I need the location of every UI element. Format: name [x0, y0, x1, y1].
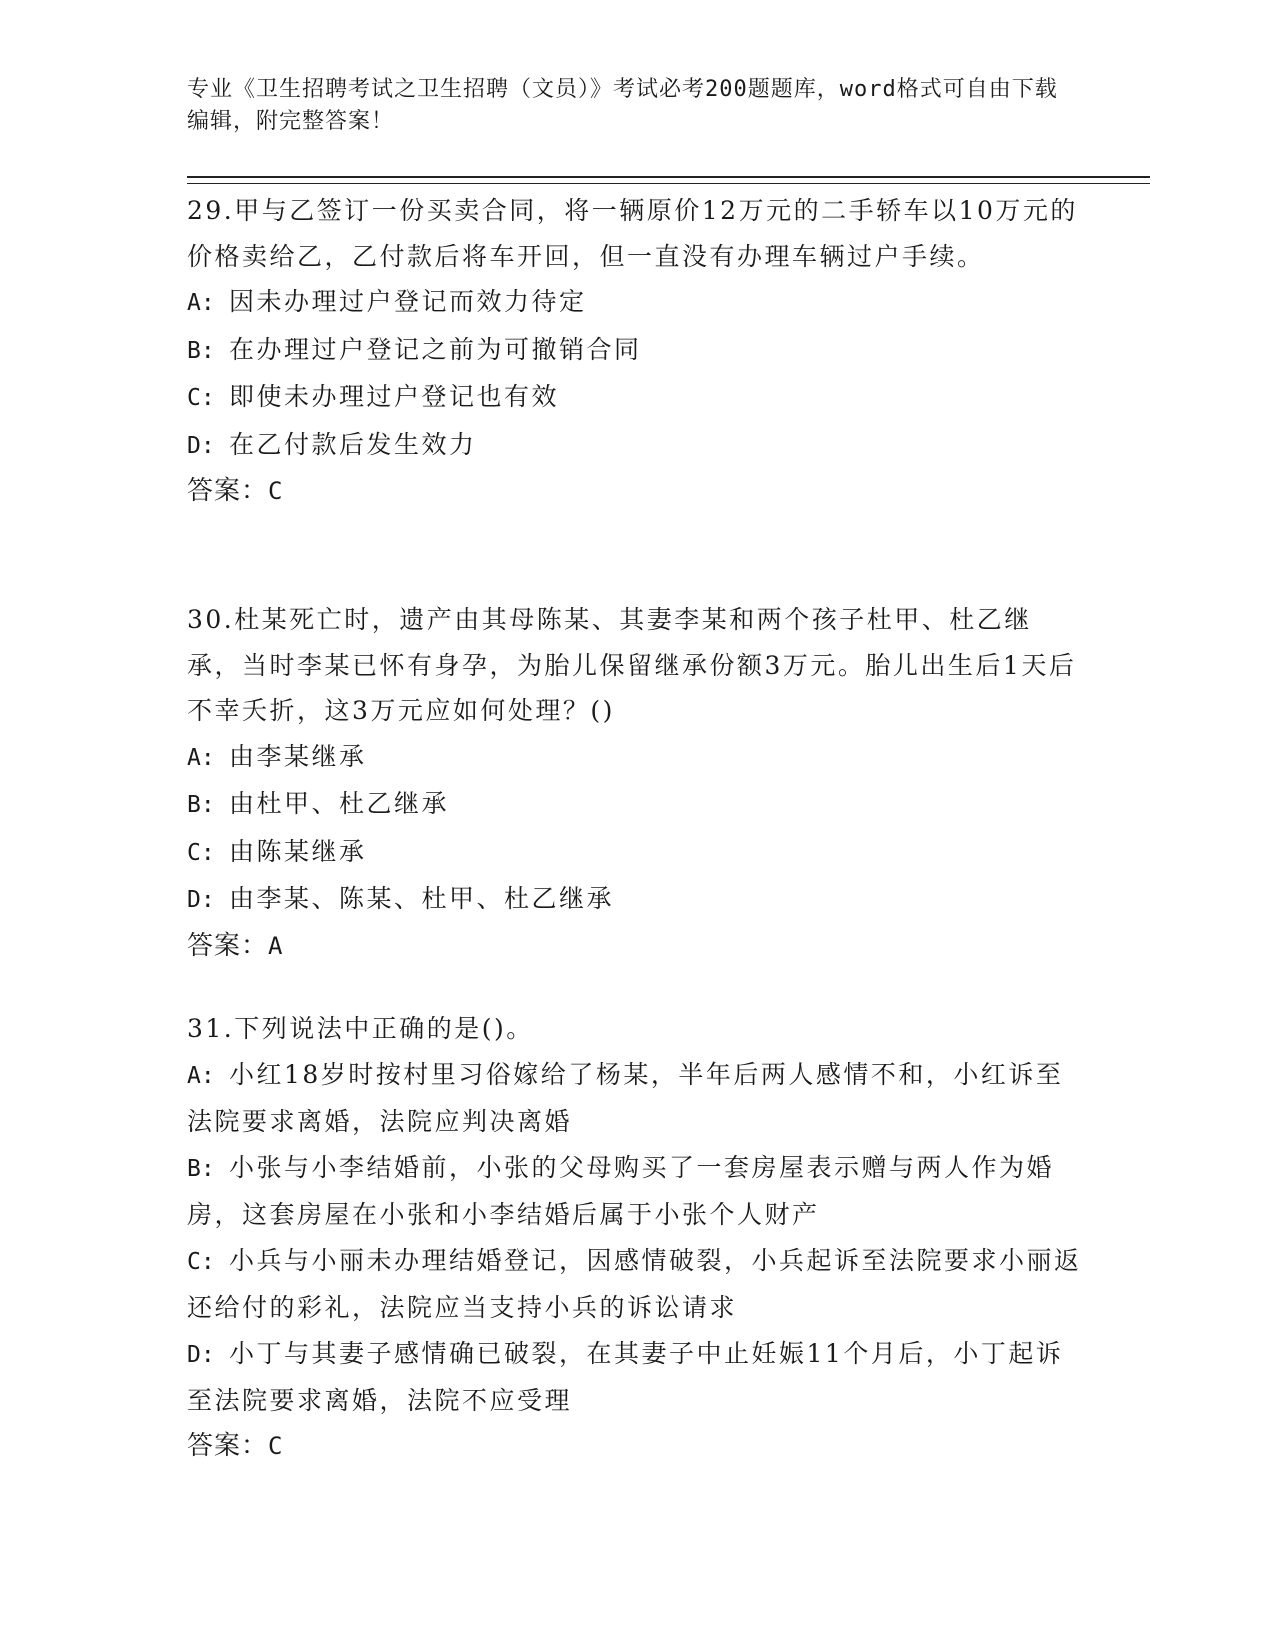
- option-letter: A:: [187, 744, 215, 771]
- option-a: [187, 1052, 1082, 1145]
- option-text: 小红18岁时按村里习俗嫁给了杨某，半年后两人感情不和，小红诉至法院要求离婚，法院应判决离婚: [187, 1059, 1064, 1136]
- option-text: 由李某、陈某、杜甲、杜乙继承: [229, 884, 615, 913]
- option-letter: C:: [187, 839, 215, 866]
- option-d: [187, 422, 1082, 470]
- answer-label: 答案：: [187, 1430, 269, 1461]
- answer-line: [187, 924, 1082, 970]
- question-text: 29.甲与乙签订一份买卖合同，将一辆原价12万元的二手轿车以10万元的价格卖给乙，乙付款后将车开回，但一直没有办理车辆过户手续。: [187, 196, 1078, 271]
- option-letter: D:: [187, 1341, 215, 1368]
- option-text: 因未办理过户登记而效力待定: [229, 287, 587, 316]
- option-letter: A:: [187, 1062, 215, 1089]
- option-letter: A:: [187, 290, 215, 316]
- option-letter: B:: [187, 1155, 215, 1182]
- option-text: 由杜甲、杜乙继承: [229, 789, 450, 818]
- option-letter: B:: [187, 337, 215, 364]
- option-text: 小张与小李结婚前，小张的父母购买了一套房屋表示赠与两人作为婚房，这套房屋在小张和小李结婚后属于小张个人财产: [187, 1152, 1055, 1229]
- option-b: [187, 1145, 1082, 1238]
- option-text: 小兵与小丽未办理结婚登记，因感情破裂，小兵起诉至法院要求小丽返还给付的彩礼，法院应当支持小兵的诉讼请求: [187, 1245, 1082, 1322]
- option-letter: D:: [187, 432, 215, 459]
- option-letter: B:: [187, 792, 215, 818]
- option-letter: D:: [187, 887, 215, 913]
- option-text: 由李某继承: [229, 741, 367, 771]
- answer-label: 答案：: [187, 930, 269, 961]
- header-divider-thin: [187, 183, 1150, 184]
- option-d: [187, 876, 1082, 924]
- answer-label: 答案：: [187, 476, 269, 506]
- question-29: [187, 188, 1082, 515]
- option-b: [187, 781, 1082, 829]
- question-30: [187, 597, 1082, 969]
- option-letter: C:: [187, 1248, 215, 1275]
- answer-value: C: [268, 477, 284, 505]
- option-c: [187, 1238, 1082, 1331]
- question-31: [187, 1006, 1082, 1469]
- option-d: [187, 1331, 1082, 1424]
- option-text: 小丁与其妻子感情确已破裂，在其妻子中止妊娠11个月后，小丁起诉至法院要求离婚，法院不应受理: [187, 1338, 1064, 1415]
- option-b: [187, 327, 1082, 375]
- option-a: [187, 279, 1082, 327]
- option-c: [187, 829, 1082, 877]
- question-text: 31.下列说法中正确的是()。: [187, 1014, 534, 1043]
- option-a: [187, 734, 1082, 782]
- option-text: 在办理过户登记之前为可撤销合同: [229, 334, 642, 364]
- header-divider-thick: [187, 176, 1150, 178]
- option-c: [187, 374, 1082, 422]
- option-text: 在乙付款后发生效力: [229, 429, 477, 459]
- answer-value: A: [268, 931, 284, 960]
- question-text: 30.杜某死亡时，遗产由其母陈某、其妻李某和两个孩子杜甲、杜乙继承，当时李某已怀有身孕，为胎儿保留继承份额3万元。胎儿出生后1天后不幸夭折，这3万元应如何处理？(): [187, 605, 1077, 725]
- answer-value: C: [268, 1431, 284, 1460]
- document-header: 专业《卫生招聘考试之卫生招聘（文员）》考试必考200题题库，word格式可自由下载编辑，附完整答案！: [187, 77, 1058, 134]
- answer-line: [187, 469, 1082, 515]
- option-letter: C:: [187, 385, 215, 411]
- option-text: 即使未办理过户登记也有效: [229, 382, 560, 411]
- answer-line: [187, 1424, 1082, 1470]
- option-text: 由陈某继承: [229, 836, 367, 866]
